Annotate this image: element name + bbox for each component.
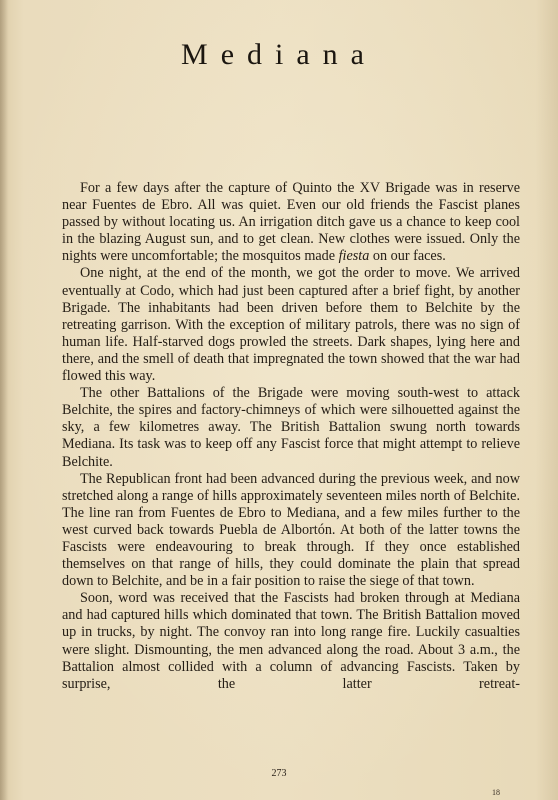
paragraph-4: The Republican front had been advanced during the previous week, and now stretched along a range of hills approximately seventeen miles north of Belchite. The line ran from Fuentes de Ebro to Mediana, and a few miles further to the west curved back towards Puebla de Albortón. At both of the latter towns the Fascists were endeavouring to break through. If they once established themselves on that range of hills, they could dominate the plain that spread down to Belchite, and be in a fair position to raise the siege of that town. <box>62 470 520 590</box>
paragraph-1-emphasis: fiesta <box>338 248 370 265</box>
paragraph-2: One night, at the end of the month, we got the order to move. We arrived eventually at Codo, which had just been captured after a brief fight, by another Brigade. The inhabitants had been driven before them to Belchite by the retreating garrison. With the exception of military patrols, there was no sign of human life. Half-starved dogs prowled the streets. Dark shapes, lying here and there, and the smell of death that impregnated the town showed that the war had flowed this way. <box>62 265 520 385</box>
page-gutter-shadow <box>0 0 8 800</box>
paragraph-1-text-end: on our faces. <box>369 248 446 265</box>
paragraph-3: The other Battalions of the Brigade were moving south-west to attack Belchite, the spires and factory-chimneys of which were silhouetted against the sky, a few kilometres away. The British Battalion swung north towards Mediana. Its task was to keep off any Fascist force that might attempt to relieve Belchite. <box>62 385 520 470</box>
chapter-title: Mediana <box>181 38 377 71</box>
paragraph-1-text: For a few days after the capture of Quinto the XV Brigade was in reserve near Fuentes de Ebro. All was quiet. Even our old friends the Fascist planes passed by without locating us. An irrigation ditch gave us a chance to keep cool in the blazing August sun, and to get clean. New clothes were issued. Only the nights were uncomfortable; the mosquitos made <box>62 180 520 265</box>
chapter-body <box>62 180 520 693</box>
page-number: 273 <box>271 768 287 779</box>
paragraph-5: Soon, word was received that the Fascists had broken through at Mediana and had captured hills which dominated that town. The British Battalion moved up in trucks, by night. The convoy ran into long range fire. Luckily casualties were slight. Dismounting, the men advanced along the road. About 3 a.m., the Battalion almost collided with a column of advancing Fascists. Taken by surprise, the latter retreat- <box>62 590 520 692</box>
signature-mark: 18 <box>492 788 500 797</box>
paragraph-1 <box>62 180 520 265</box>
